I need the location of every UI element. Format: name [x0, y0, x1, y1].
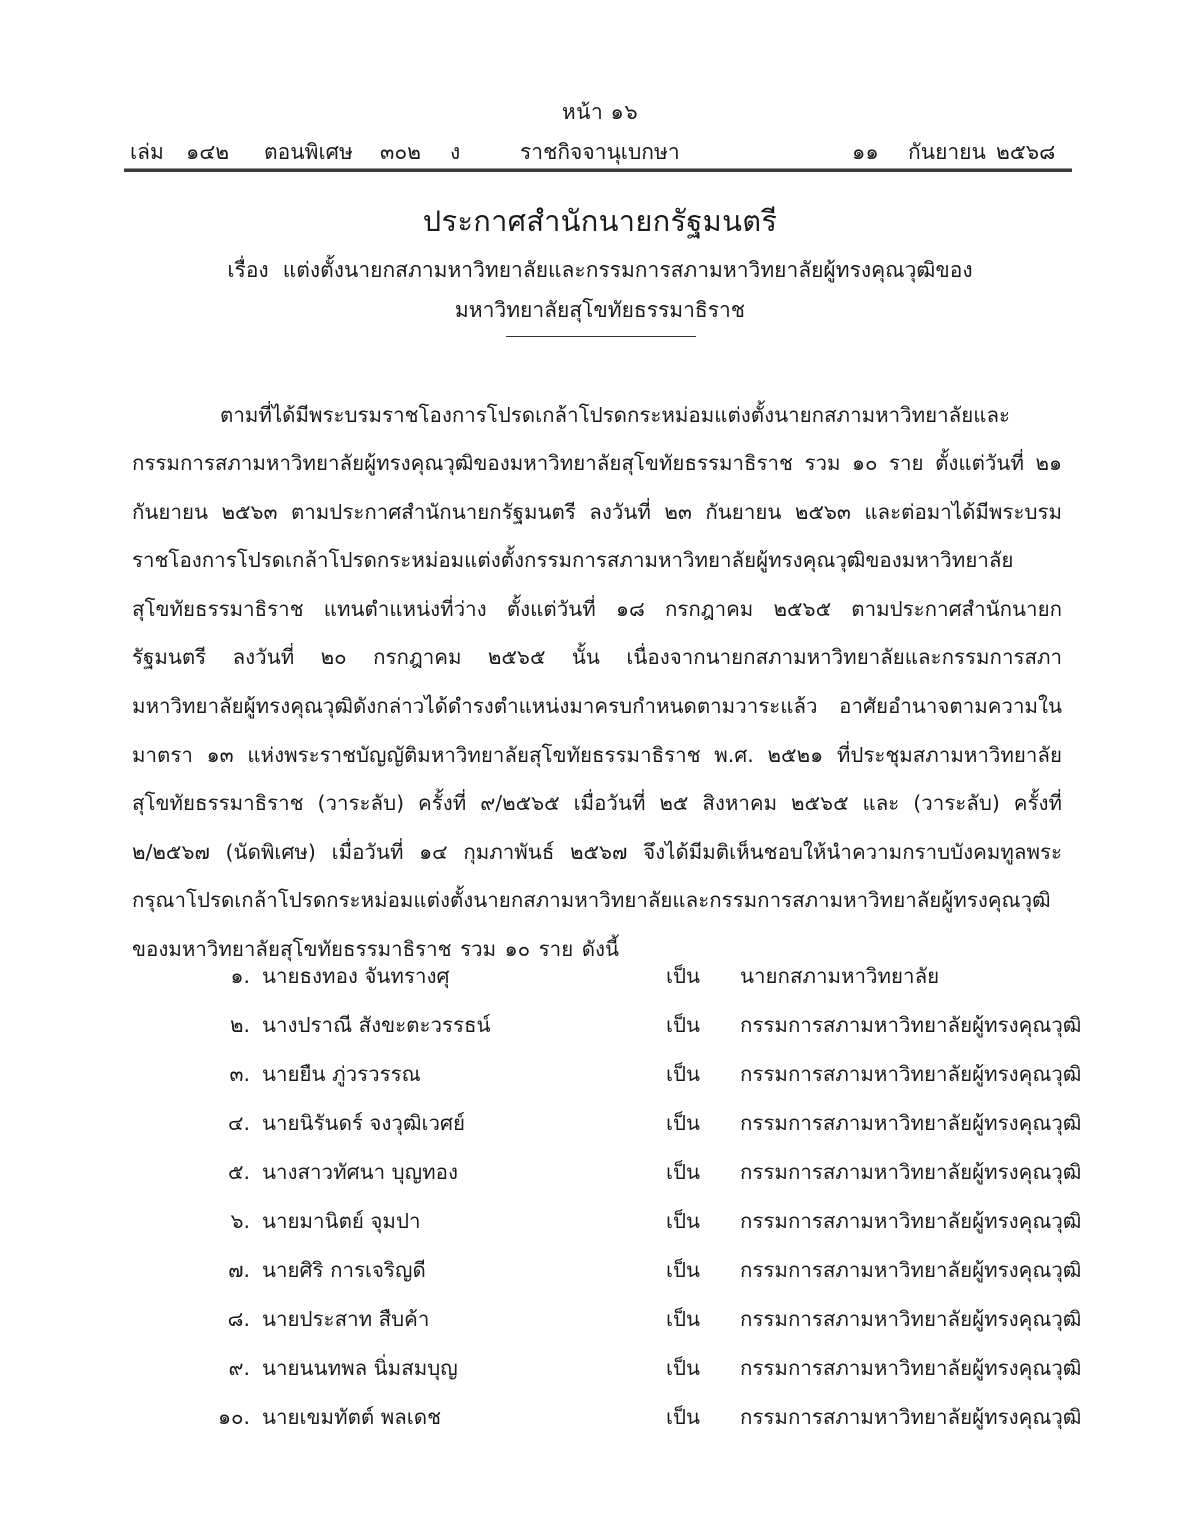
body-paragraph: ตามที่ได้มีพระบรมราชโองการโปรดเกล้าโปรดกระหม่อมแต่งตั้งนายกสภามหาวิทยาลัยและกรรมการสภามหาวิทยาลัยผู้ทรงคุณวุฒิของมหาวิทยาลัยสุโขทัยธรรมาธิราช รวม ๑๐ ราย ตั้งแต่วันที่ ๒๑ กันยายน ๒๕๖๓ ตามประกาศสำนักนายกรัฐมนตรี ลงวันที่ ๒๓ กันยายน ๒๕๖๓ และต่อมาได้มีพระบรมราชโองการโปรดเกล้าโปรดกระหม่อมแต่งตั้งกรรมการสภามหาวิทยาลัยผู้ทรงคุณวุฒิของมหาวิทยาลัยสุโขทัยธรรมาธิราช แทนตำแหน่งที่ว่าง ตั้งแต่วันที่ ๑๘ กรกฎาคม ๒๕๖๕ ตามประกาศสำนักนายกรัฐมนตรี ลงวันที่ ๒๐ กรกฎาคม ๒๕๖๕ นั้น เนื่องจากนายกสภามหาวิทยาลัยและกรรมการสภามหาวิทยาลัยผู้ทรงคุณวุฒิดังกล่าวได้ดำรงตำแหน่งมาครบกำหนดตามวาระแล้ว อาศัยอำนาจตามความในมาตรา ๑๓ แห่งพระราชบัญญัติมหาวิทยาลัยสุโขทัยธรรมาธิราช พ.ศ. ๒๕๒๑ ที่ประชุมสภามหาวิทยาลัยสุโขทัยธรรมาธิราช (วาระลับ) ครั้งที่ ๙/๒๕๖๕ เมื่อวันที่ ๒๕ สิงหาคม ๒๕๖๕ และ (วาระลับ) ครั้งที่ ๒/๒๕๖๗ (นัดพิเศษ) เมื่อวันที่ ๑๔ กุมภาพันธ์ ๒๕๖๗ จึงได้มีมติเห็นชอบให้นำความกราบบังคมทูลพระกรุณาโปรดเกล้าโปรดกระหม่อมแต่งตั้งนายกสภามหาวิทยาลัยและกรรมการสภามหาวิทยาลัยผู้ทรงคุณวุฒิของมหาวิทยาลัยสุโขทัยธรรมาธิราช รวม ๑๐ ราย ดังนี้	[132, 402, 1062, 962]
appointee-name: นายเขมทัตต์ พลเดช	[262, 1405, 442, 1429]
title-divider	[506, 336, 696, 337]
appointee-as: เป็น	[666, 964, 701, 988]
date-year: ๒๕๖๘	[996, 140, 1056, 164]
appointee-as: เป็น	[666, 1013, 701, 1037]
appointee-row	[0, 1099, 1200, 1148]
volume-label: เล่ม	[130, 140, 164, 164]
section-number: ๓๐๒	[380, 140, 422, 164]
appointee-position: กรรมการสภามหาวิทยาลัยผู้ทรงคุณวุฒิ	[740, 1258, 1082, 1282]
appointee-position: นายกสภามหาวิทยาลัย	[740, 964, 940, 988]
volume-number: ๑๔๒	[186, 140, 230, 164]
appointee-row	[0, 1197, 1200, 1246]
appointee-number: ๖.	[230, 1209, 250, 1233]
appointee-name: นายมานิตย์ จุมปา	[262, 1209, 421, 1233]
appointee-as: เป็น	[666, 1160, 701, 1184]
appointee-position: กรรมการสภามหาวิทยาลัยผู้ทรงคุณวุฒิ	[740, 1307, 1082, 1331]
page-number: หน้า ๑๖	[561, 100, 639, 124]
appointee-position: กรรมการสภามหาวิทยาลัยผู้ทรงคุณวุฒิ	[740, 1160, 1082, 1184]
publication-name: ราชกิจจานุเบกษา	[520, 140, 680, 164]
appointee-as: เป็น	[666, 1062, 701, 1086]
appointee-name: นายประสาท สืบค้า	[262, 1307, 430, 1331]
appointee-number: ๓.	[229, 1062, 250, 1086]
appointee-name: นางสาวทัศนา บุญทอง	[262, 1160, 458, 1184]
appointee-row	[0, 1393, 1200, 1442]
appointee-list	[0, 952, 1200, 1442]
appointee-number: ๗.	[228, 1258, 250, 1282]
appointee-as: เป็น	[666, 1307, 701, 1331]
appointee-row	[0, 1344, 1200, 1393]
date-month: กันยายน	[908, 140, 986, 164]
document-title: ประกาศสำนักนายกรัฐมนตรี	[422, 204, 778, 238]
section-letter: ง	[450, 140, 461, 164]
section-label: ตอนพิเศษ	[264, 140, 353, 164]
appointee-row	[0, 1001, 1200, 1050]
appointee-position: กรรมการสภามหาวิทยาลัยผู้ทรงคุณวุฒิ	[740, 1111, 1082, 1135]
appointee-row	[0, 1295, 1200, 1344]
appointee-number: ๕.	[227, 1160, 250, 1184]
appointee-name: นายธงทอง จันทรางศุ	[262, 964, 450, 988]
appointee-name: นายศิริ การเจริญดี	[262, 1258, 426, 1282]
appointee-position: กรรมการสภามหาวิทยาลัยผู้ทรงคุณวุฒิ	[740, 1405, 1082, 1429]
appointee-name: นางปราณี สังขะตะวรรธน์	[262, 1013, 491, 1037]
appointee-as: เป็น	[666, 1209, 701, 1233]
appointee-position: กรรมการสภามหาวิทยาลัยผู้ทรงคุณวุฒิ	[740, 1209, 1082, 1233]
document-subject	[0, 250, 1200, 330]
appointee-number: ๔.	[227, 1111, 250, 1135]
appointee-number: ๙.	[228, 1356, 250, 1380]
appointee-position: กรรมการสภามหาวิทยาลัยผู้ทรงคุณวุฒิ	[740, 1013, 1082, 1037]
header-divider	[124, 168, 1072, 172]
appointee-row	[0, 1246, 1200, 1295]
subject-label: เรื่อง	[227, 258, 269, 282]
appointee-as: เป็น	[666, 1258, 701, 1282]
appointee-position: กรรมการสภามหาวิทยาลัยผู้ทรงคุณวุฒิ	[740, 1062, 1082, 1086]
subject-text-1: แต่งตั้งนายกสภามหาวิทยาลัยและกรรมการสภามหาวิทยาลัยผู้ทรงคุณวุฒิของ	[282, 258, 973, 282]
appointee-row	[0, 952, 1200, 1001]
appointee-row	[0, 1148, 1200, 1197]
appointee-as: เป็น	[666, 1356, 701, 1380]
appointee-name: นายนิรันดร์ จงวุฒิเวศย์	[262, 1111, 466, 1135]
date-day: ๑๑	[852, 140, 879, 164]
appointee-name: นายนนทพล นิ่มสมบุญ	[262, 1356, 458, 1380]
appointee-number: ๑.	[230, 964, 250, 988]
appointee-row	[0, 1050, 1200, 1099]
subject-line-2: มหาวิทยาลัยสุโขทัยธรรมาธิราช	[454, 298, 746, 322]
appointee-number: ๑๐.	[217, 1405, 250, 1429]
appointee-as: เป็น	[666, 1405, 701, 1429]
appointee-number: ๒.	[229, 1013, 250, 1037]
appointee-name: นายยืน ภู่วรวรรณ	[262, 1062, 421, 1086]
appointee-number: ๘.	[227, 1307, 250, 1331]
gazette-header	[130, 136, 1070, 166]
appointee-position: กรรมการสภามหาวิทยาลัยผู้ทรงคุณวุฒิ	[740, 1356, 1082, 1380]
subject-line-1	[0, 250, 1200, 290]
appointee-as: เป็น	[666, 1111, 701, 1135]
